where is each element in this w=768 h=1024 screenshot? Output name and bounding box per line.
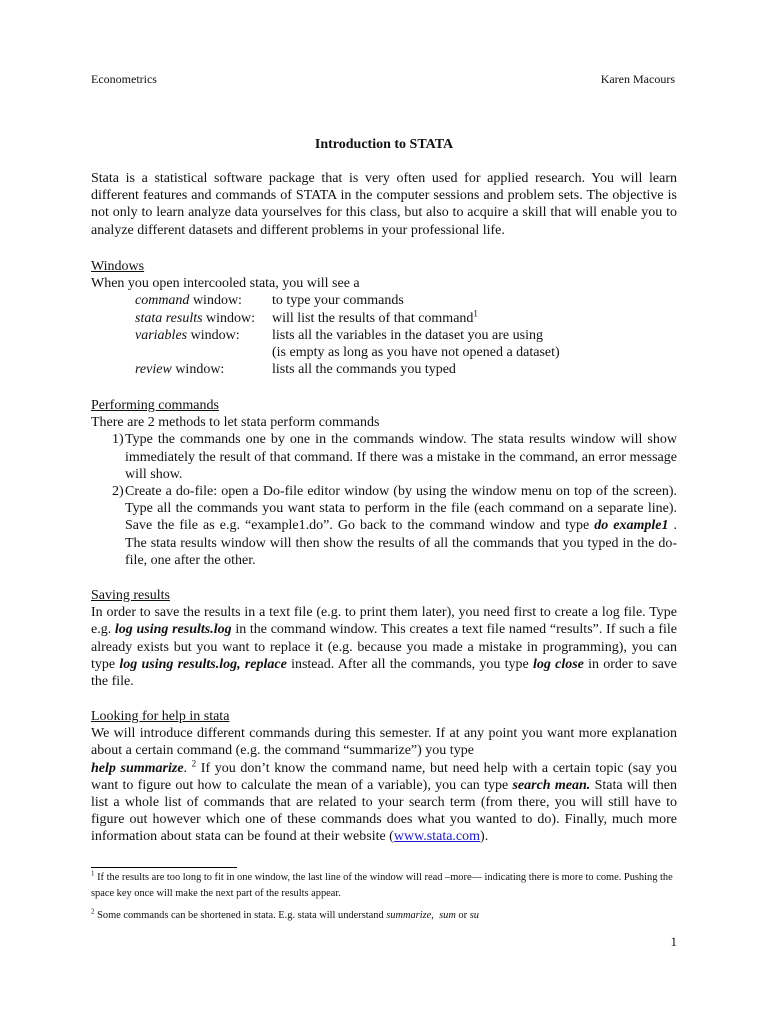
window-name: variables [135, 327, 188, 343]
text-run: in order to save the file. [91, 656, 677, 690]
saving-section [91, 587, 677, 690]
text-run: In order to save the results in a text file (e.g. to print them later), you need first to create a log file. Type e.g. [91, 605, 677, 638]
help-paragraph [91, 757, 678, 846]
command-log-close: log close [532, 656, 584, 672]
text-run: ). [480, 829, 489, 845]
window-name: command [135, 293, 190, 309]
footnote-text: If the results are too long to fit in one window, the last line of the window will read –more— indicating there is more to come. Pushing the space key once will make the next part of the results appear. [91, 872, 673, 899]
performing-heading: Performing commands [91, 398, 219, 413]
window-row-variables-note [91, 344, 677, 361]
window-name: stata results [135, 310, 203, 326]
help-section [91, 708, 677, 846]
window-suffix: window: [202, 310, 256, 326]
footnote-italic: su [469, 910, 479, 921]
command-log-replace: log using results.log, replace [119, 656, 287, 672]
header-course: Econometrics [91, 72, 157, 86]
text-run: . [183, 760, 192, 776]
window-desc: lists all the variables in the dataset you are using [272, 327, 543, 343]
text-run: If you don’t know the command name, but need help with a certain topic (say you want to figure out how to calculate the mean of a variable), you can type [91, 760, 677, 793]
window-row-variables [91, 327, 677, 344]
windows-heading: Windows [91, 259, 145, 274]
page-title: Introduction to STATA [314, 137, 454, 152]
footnote-ref-2[interactable]: 2 [191, 757, 197, 768]
intro-paragraph: Stata is a statistical software package that is very often used for applied research. You will learn different features and commands of STATA in the computer sessions and problem sets. The objective is not only to learn analyze data yourselves for this class, but also to acquire a skill that will enable you to analyze different datasets and different problems in your professional life. [91, 171, 677, 238]
command-search-mean: search mean. [512, 777, 591, 793]
performing-section [91, 397, 677, 569]
list-item [91, 483, 677, 569]
footnotes [91, 870, 677, 930]
header-author: Karen Macours [600, 72, 675, 86]
window-desc: to type your commands [272, 293, 404, 309]
list-number: 2) [112, 484, 124, 500]
text-run: in the command window. This creates a text file named “results”. If such a file already exists but you want to replace it (e.g. because you made a mistake in programming), you can type [91, 622, 677, 672]
methods-list [91, 431, 677, 569]
text-run: instead. After all the commands, you type [286, 656, 533, 672]
footnote-1 [91, 870, 677, 902]
list-text: Create a do-file: open a Do-file editor window (by using the window menu on top of the screen). Type all the commands you want stata to perform in the file (each command on a separate line). Save the file as e.g. “example1.do”. Go back to the command window and type [125, 484, 677, 534]
text-run: Stata will then list a whole list of commands that are related to your search term (from there, you will still have to figure out however which one of these commands does what you wanted to do). Finally, much more information about stata can be found at their website ( [91, 777, 678, 845]
window-desc: (is empty as long as you have not opened a dataset) [272, 345, 560, 361]
windows-section [91, 258, 677, 378]
list-text: . The stata results window will then show the results of all the commands that you typed in the do-file, one after the other. [125, 518, 677, 568]
performing-lead: There are 2 methods to let stata perform commands [91, 415, 380, 431]
window-row-review [91, 361, 677, 378]
help-intro-line: We will introduce different commands during this semester. If at any point you want more explanation about a certain command (e.g. the command “summarize”) you type [91, 726, 677, 759]
footnote-italic: summarize, [386, 910, 434, 921]
window-suffix: window: [189, 293, 242, 309]
stata-website-link[interactable]: www.stata.com [393, 829, 481, 845]
footnote-divider [91, 867, 237, 868]
window-suffix: window: [187, 327, 240, 343]
footnote-2 [91, 908, 677, 924]
window-row-results [91, 307, 677, 327]
command-do-example1: do example1 [594, 518, 669, 534]
saving-paragraph [91, 604, 677, 690]
window-desc: lists all the commands you typed [272, 362, 456, 378]
window-row-command [91, 292, 677, 309]
saving-heading: Saving results [91, 588, 170, 603]
footnote-italic: sum [439, 910, 456, 921]
window-desc: will list the results of that command [272, 310, 474, 326]
page-number: 1 [670, 934, 677, 949]
window-name: review [135, 362, 172, 378]
footnote-number: 2 [91, 907, 95, 916]
window-suffix: window: [171, 362, 225, 378]
footnote-ref-1[interactable]: 1 [473, 307, 478, 318]
command-log-using: log using results.log [114, 622, 232, 638]
list-item [91, 431, 677, 483]
list-text: Type the commands one by one in the commands window. The stata results window will show immediately the result of that command. If there was a mistake in the command, an error message will show. [125, 432, 677, 482]
windows-lead: When you open intercooled stata, you will see a [91, 276, 360, 292]
footnote-number: 1 [91, 869, 95, 878]
command-help-summarize: help summarize [91, 760, 184, 776]
footnote-text: Some commands can be shortened in stata. E.g. stata will understand [94, 910, 387, 921]
list-number: 1) [112, 432, 124, 448]
footnote-text: or [455, 910, 470, 921]
help-heading: Looking for help in stata [91, 709, 230, 724]
